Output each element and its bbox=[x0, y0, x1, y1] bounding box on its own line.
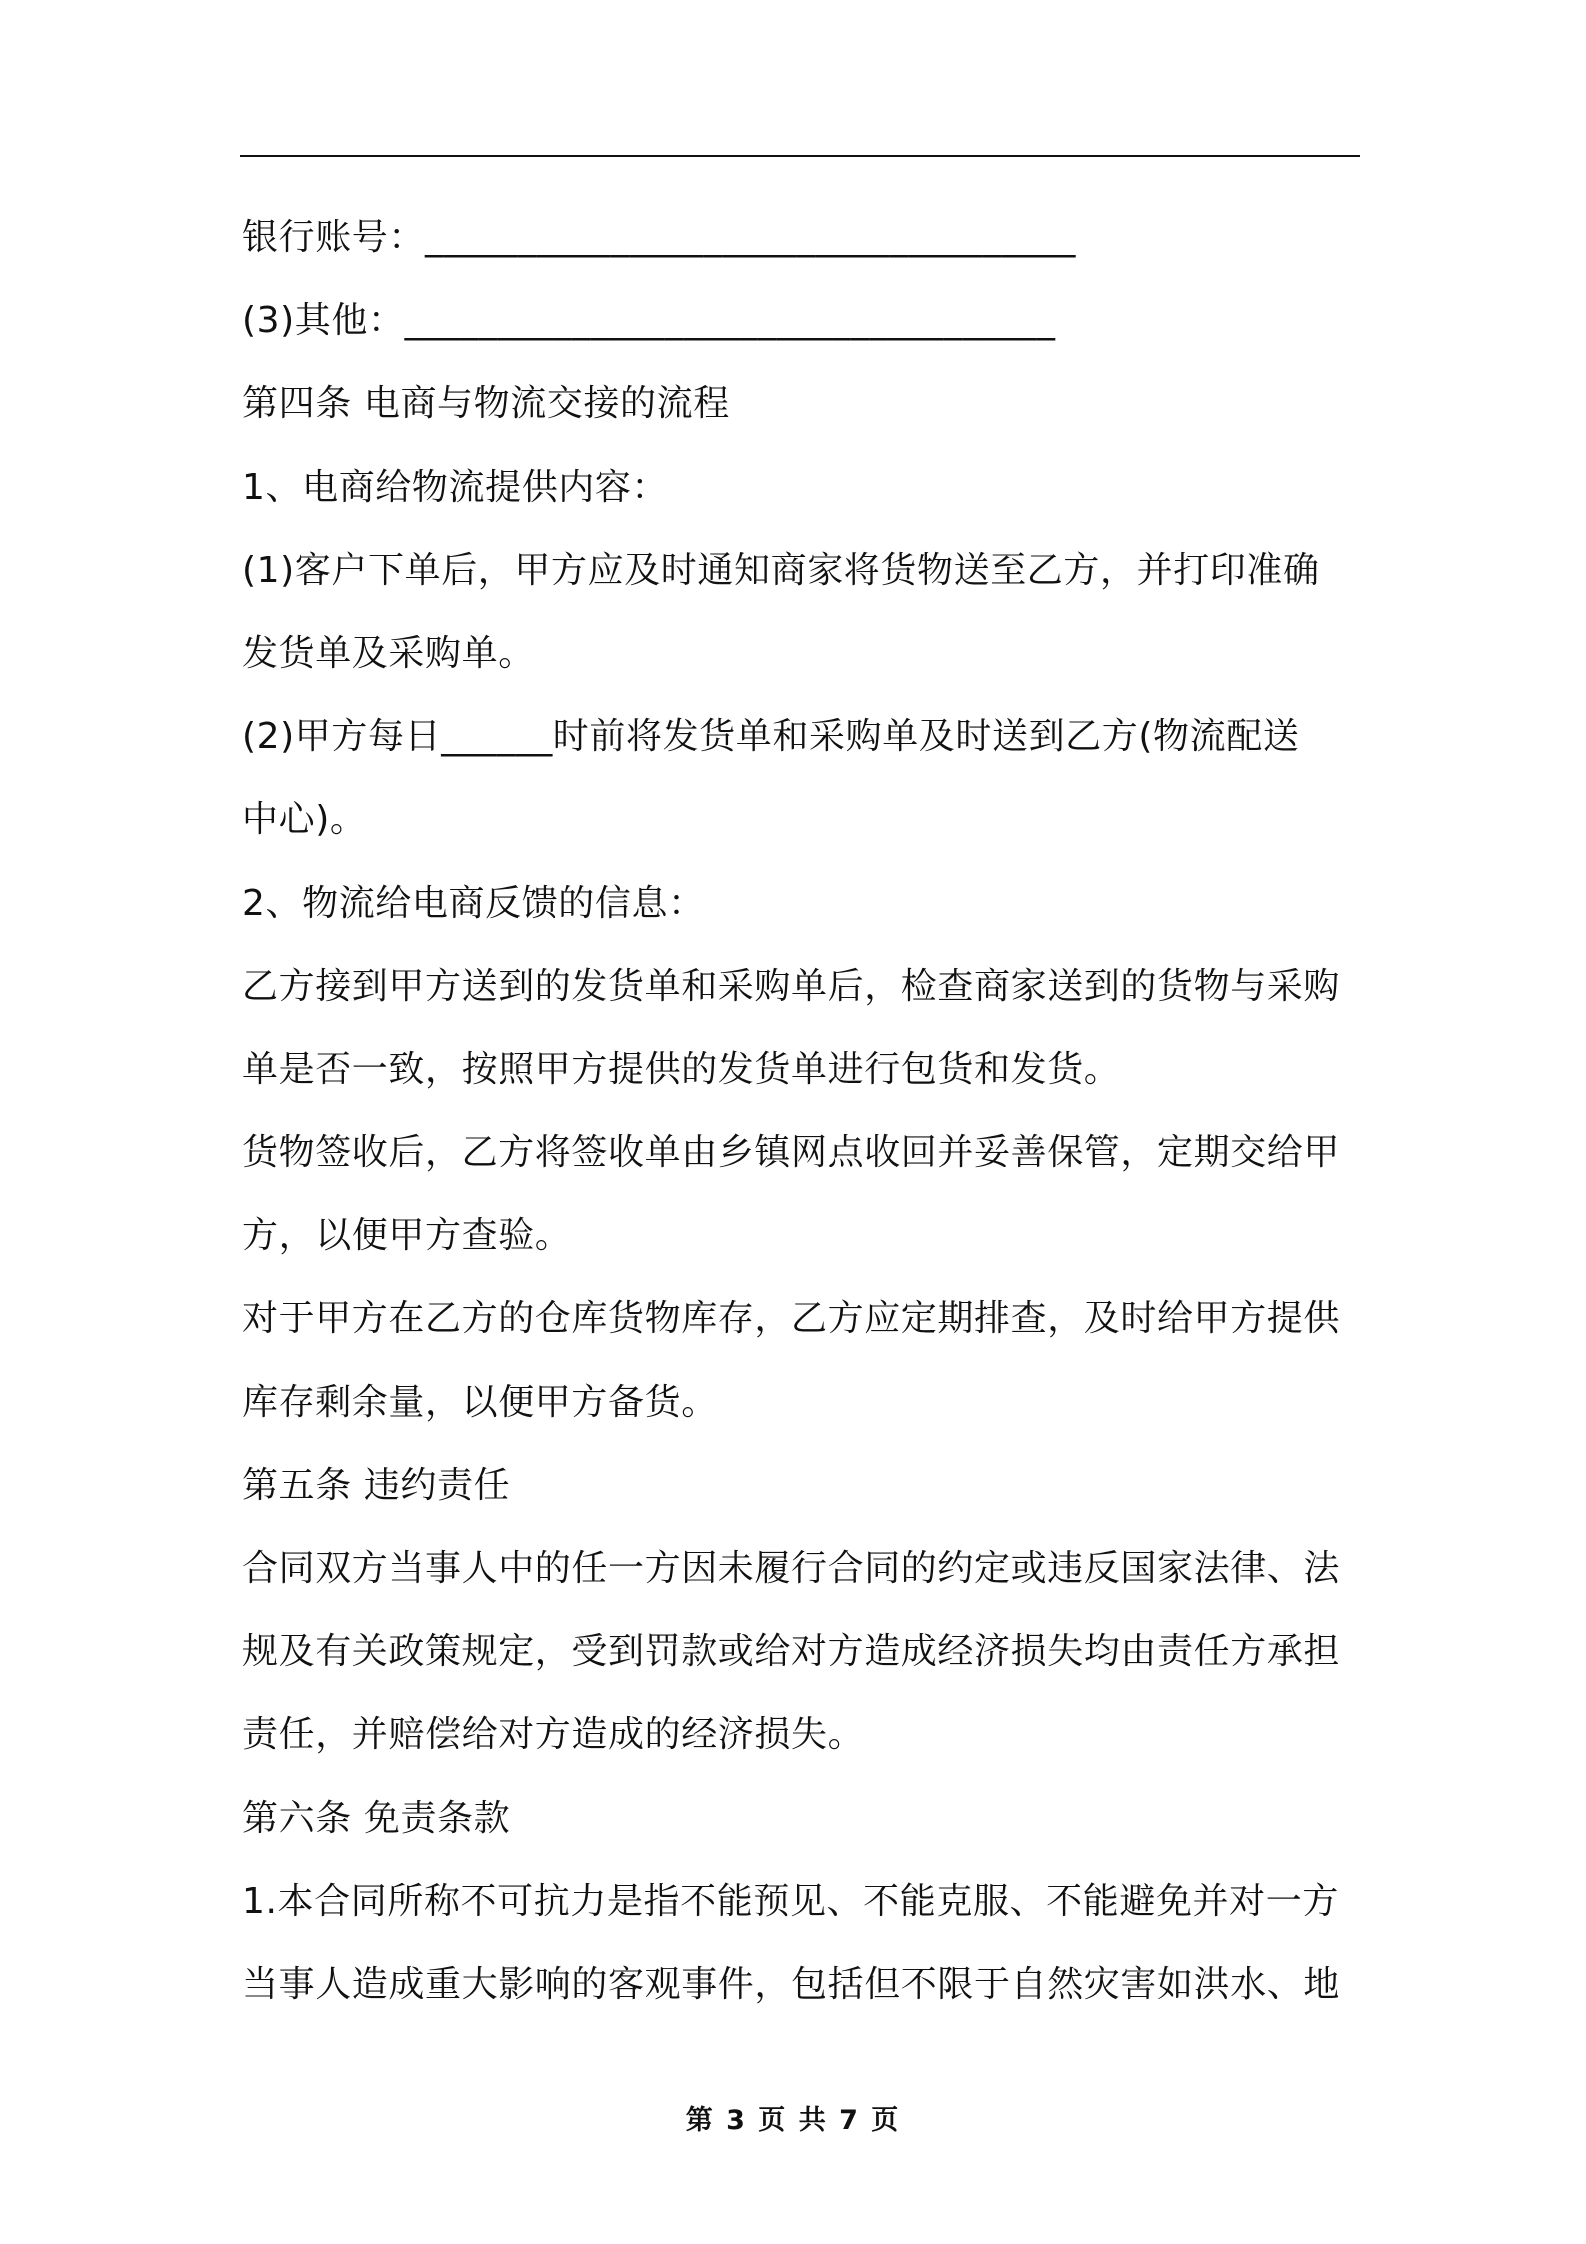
article-6-heading: 第六条 免责条款 bbox=[242, 1797, 511, 1839]
section-1-heading: 1、电商给物流提供内容： bbox=[242, 466, 669, 508]
paragraph-line: 对于甲方在乙方的仓库货物库存，乙方应定期排查，及时给甲方提供 bbox=[242, 1298, 1341, 1340]
paragraph-line: 合同双方当事人中的任一方因未履行合同的约定或违反国家法律、法 bbox=[242, 1548, 1341, 1589]
page-number-footer: 第 3 页 共 7 页 bbox=[685, 2105, 901, 2136]
header-rule bbox=[240, 155, 1360, 157]
section-2-heading: 2、物流给电商反馈的信息： bbox=[242, 882, 705, 924]
article-5-heading: 第五条 违约责任 bbox=[242, 1464, 511, 1506]
article-4-heading: 第四条 电商与物流交接的流程 bbox=[242, 383, 730, 425]
paragraph-line: 库存剩余量，以便甲方备货。 bbox=[242, 1381, 718, 1423]
bank-account-line: 银行账号：___________________________________ bbox=[242, 217, 1076, 258]
paragraph-line: 货物签收后，乙方将签收单由乡镇网点收回并妥善保管，定期交给甲 bbox=[242, 1132, 1341, 1174]
paragraph-line: 发货单及采购单。 bbox=[242, 632, 535, 674]
paragraph-line: 规及有关政策规定，受到罚款或给对方造成经济损失均由责任方承担 bbox=[242, 1631, 1341, 1673]
paragraph-line: 中心)。 bbox=[242, 799, 367, 841]
paragraph-line: 单是否一致，按照甲方提供的发货单进行包货和发货。 bbox=[242, 1048, 1121, 1090]
paragraph-line: 方，以便甲方查验。 bbox=[242, 1215, 572, 1257]
paragraph-line: 当事人造成重大影响的客观事件，包括但不限于自然灾害如洪水、地 bbox=[242, 1963, 1341, 2005]
other-item-line: (3)其他：___________________________________ bbox=[242, 300, 1056, 342]
paragraph-line: (1)客户下单后，甲方应及时通知商家将货物送至乙方，并打印准确 bbox=[242, 549, 1320, 591]
paragraph-line: 责任，并赔偿给对方造成的经济损失。 bbox=[242, 1714, 865, 1756]
document-body bbox=[242, 196, 1367, 2026]
paragraph-line: (2)甲方每日______时前将发货单和采购单及时送到乙方(物流配送 bbox=[242, 716, 1300, 758]
paragraph-line: 1.本合同所称不可抗力是指不能预见、不能克服、不能避免并对一方 bbox=[242, 1880, 1339, 1922]
paragraph-line: 乙方接到甲方送到的发货单和采购单后，检查商家送到的货物与采购 bbox=[242, 965, 1341, 1007]
